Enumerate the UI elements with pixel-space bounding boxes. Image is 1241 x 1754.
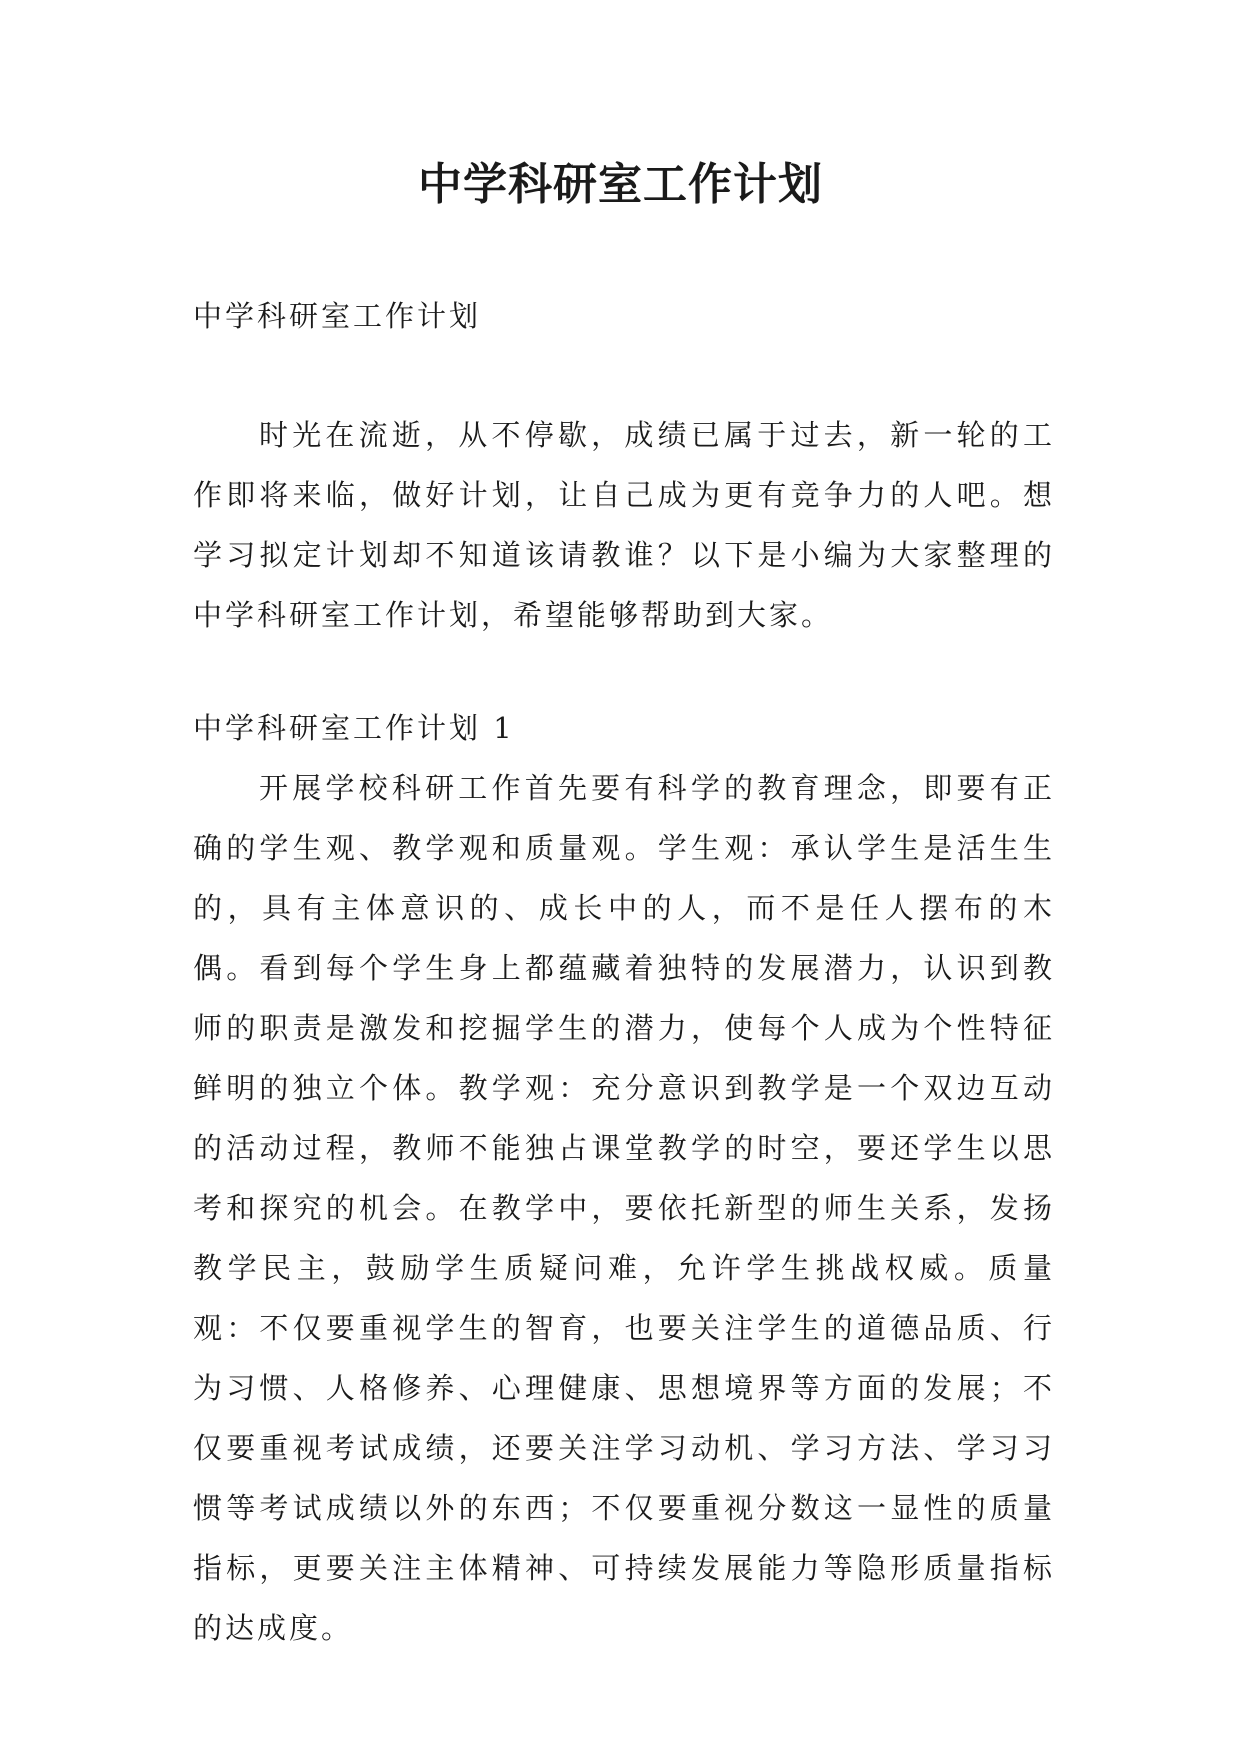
document-subtitle: 中学科研室工作计划 xyxy=(193,299,482,333)
section-heading: 中学科研室工作计划 1 xyxy=(193,711,515,745)
intro-paragraph: 时光在流逝，从不停歇，成绩已属于过去，新一轮的工作即将来临，做好计划，让自己成为更有竞争力的人吧。想学习拟定计划却不知道该请教谁？以下是小编为大家整理的中学科研室工作计划，希望能够帮助到大家。 xyxy=(193,418,1055,632)
document-title: 中学科研室工作计划 xyxy=(418,159,823,210)
section-paragraph: 开展学校科研工作首先要有科学的教育理念，即要有正确的学生观、教学观和质量观。学生观：承认学生是活生生的，具有主体意识的、成长中的人，而不是任人摆布的木偶。看到每个学生身上都蕴藏着独特的发展潜力，认识到教师的职责是激发和挖掘学生的潜力，使每个人成为个性特征鲜明的独立个体。教学观：充分意识到教学是一个双边互动的活动过程，教师不能独占课堂教学的时空，要还学生以思考和探究的机会。在教学中，要依托新型的师生关系，发扬教学民主，鼓励学生质疑问难，允许学生挑战权威。质量观：不仅要重视学生的智育，也要关注学生的道德品质、行为习惯、人格修养、心理健康、思想境界等方面的发展；不仅要重视考试成绩，还要关注学习动机、学习方法、学习习惯等考试成绩以外的东西；不仅要重视分数这一显性的质量指标，更要关注主体精神、可持续发展能力等隐形质量指标的达成度。 xyxy=(193,771,1055,1645)
